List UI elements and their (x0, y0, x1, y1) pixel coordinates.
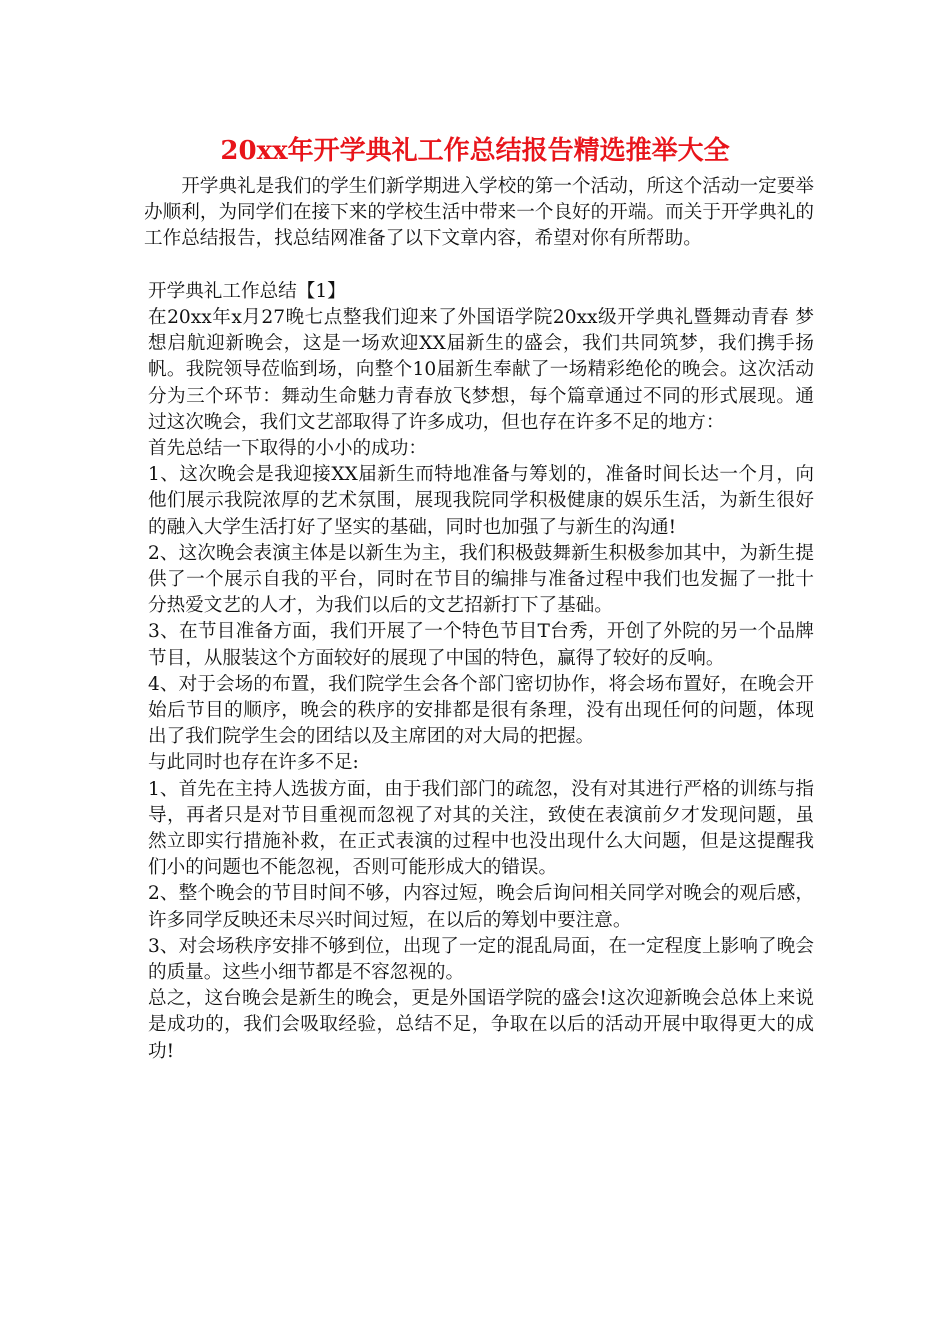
intro-paragraph: 开学典礼是我们的学生们新学期进入学校的第一个活动，所这个活动一定要举办顺利，为同学们在接下来的学校生活中带来一个良好的开端。而关于开学典礼的工作总结报告，找总结网准备了以下文章内容，希望对你有所帮助。 (144, 176, 814, 250)
paragraph-gap (144, 253, 814, 279)
document-title: 20xx年开学典礼工作总结报告精选推举大全 (220, 136, 730, 166)
document-body (144, 174, 814, 1065)
body-paragraph: 3、在节目准备方面，我们开展了一个特色节目T台秀，开创了外院的另一个品牌节目，从服装这个方面较好的展现了中国的特色，赢得了较好的反响。 (148, 621, 814, 669)
body-paragraph: 3、对会场秩序安排不够到位，出现了一定的混乱局面，在一定程度上影响了晚会的质量。这些小细节都是不容忽视的。 (148, 935, 814, 984)
body-paragraph: 2、这次晚会表演主体是以新生为主，我们积极鼓舞新生积极参加其中，为新生提供了一个展示自我的平台，同时在节目的编排与准备过程中我们也发掘了一批十分热爱文艺的人才，为我们以后的文艺招新打下了基础。 (148, 542, 814, 617)
body-paragraph: 与此同时也存在许多不足: (148, 752, 359, 774)
body-paragraph: 在20xx年x月27晚七点整我们迎来了外国语学院20xx级开学典礼暨舞动青春 梦想启航迎新晚会，这是一场欢迎XX届新生的盛会，我们共同筑梦，我们携手扬帆。我院领导莅临到场，向整个10届新生奉献了一场精彩绝伦的晚会。这次活动分为三个环节：舞动生命魅力青春放飞梦想，每个篇章通过不同的形式展现。通过这次晚会，我们文艺部取得了许多成功，但也存在许多不足的地方： (148, 307, 814, 433)
body-paragraph: 首先总结一下取得的小小的成功： (148, 438, 427, 460)
body-paragraph: 4、对于会场的布置，我们院学生会各个部门密切协作，将会场布置好，在晚会开始后节目的顺序，晚会的秩序的安排都是很有条理，没有出现任何的问题，体现出了我们院学生会的团结以及主席团的对大局的把握。 (148, 673, 814, 748)
body-paragraph: 1、这次晚会是我迎接XX届新生而特地准备与筹划的，准备时间长达一个月，向他们展示我院浓厚的艺术氛围，展现我院同学积极健康的娱乐生活，为新生很好的融入大学生活打好了坚实的基础，同时也加强了与新生的沟通! (148, 464, 814, 538)
body-paragraph: 1、首先在主持人选拔方面，由于我们部门的疏忽，没有对其进行严格的训练与指导，再者只是对节目重视而忽视了对其的关注，致使在表演前夕才发现问题，虽然立即实行措施补救，在正式表演的过程中也没出现什么大问题，但是这提醒我们小的问题也不能忽视，否则可能形成大的错误。 (148, 778, 814, 879)
body-paragraph: 总之，这台晚会是新生的晚会，更是外国语学院的盛会!这次迎新晚会总体上来说是成功的，我们会吸取经验，总结不足，争取在以后的活动开展中取得更大的成功! (148, 988, 814, 1062)
body-paragraph: 2、整个晚会的节目时间不够，内容过短，晚会后询问相关同学对晚会的观后感，许多同学反映还未尽兴时间过短，在以后的筹划中要注意。 (148, 883, 814, 931)
section-heading: 开学典礼工作总结【1】 (148, 280, 346, 302)
